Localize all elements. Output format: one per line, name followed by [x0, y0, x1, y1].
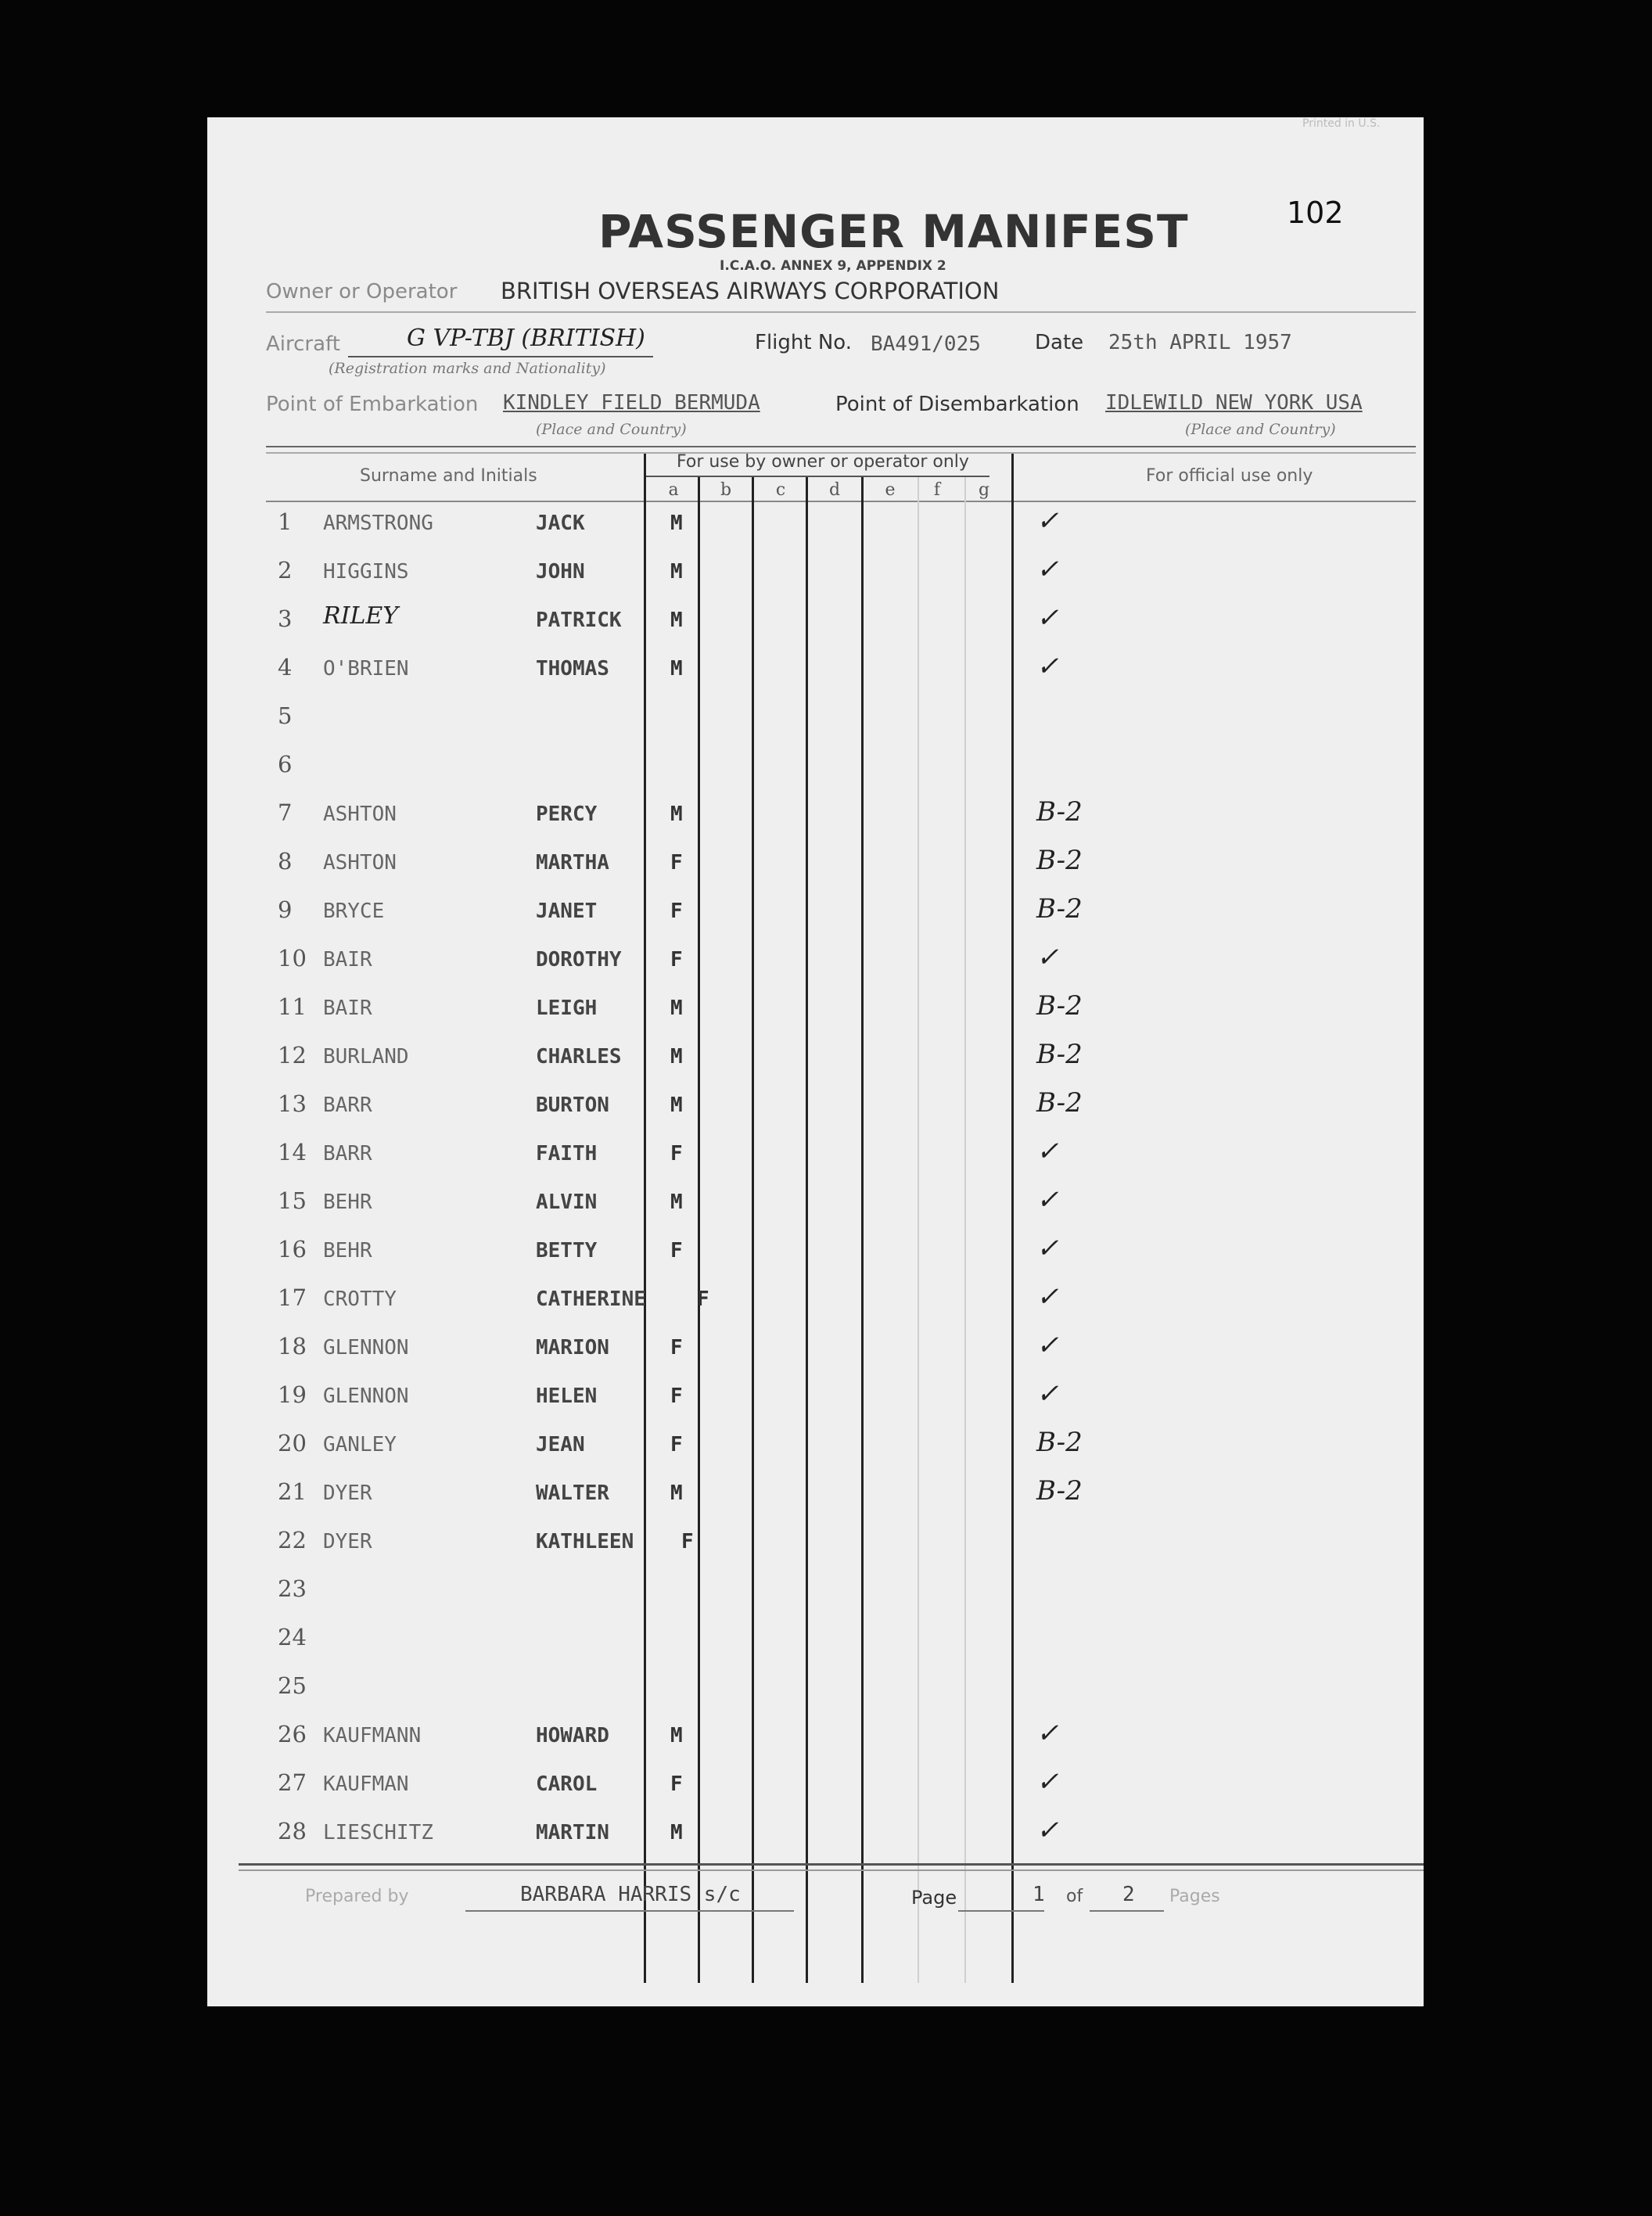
table-row — [207, 1136, 1424, 1187]
table-row — [207, 796, 1424, 848]
page-title: PASSENGER MANIFEST — [598, 205, 1189, 258]
row-number: 2 — [278, 557, 293, 584]
of-label: of — [1066, 1887, 1083, 1906]
row-number: 23 — [278, 1575, 307, 1602]
given-name: HOWARD — [536, 1724, 609, 1747]
pages-label: Pages — [1169, 1887, 1220, 1906]
embark-label: Point of Embarkation — [266, 393, 479, 416]
table-top-rule — [266, 446, 1416, 447]
row-number: 15 — [278, 1187, 307, 1214]
table-row — [207, 602, 1424, 654]
given-name: THOMAS — [536, 657, 609, 681]
table-row — [207, 1766, 1424, 1818]
surname: DYER — [323, 1530, 372, 1553]
official-mark: B-2 — [1036, 1039, 1083, 1070]
official-mark: ✓ — [1036, 942, 1059, 973]
sex-code: M — [670, 609, 683, 632]
row-number: 21 — [278, 1478, 307, 1505]
sex-code: F — [670, 851, 683, 875]
sex-code: M — [670, 1724, 683, 1747]
surname: LIESCHITZ — [323, 1821, 433, 1844]
table-bottom-rule-2 — [239, 1869, 1424, 1871]
sex-code: F — [670, 1433, 683, 1456]
table-row — [207, 1378, 1424, 1430]
sex-code: F — [670, 948, 683, 972]
row-number: 11 — [278, 993, 307, 1020]
table-row — [207, 1233, 1424, 1284]
surname: GANLEY — [323, 1433, 397, 1456]
official-mark: ✓ — [1036, 602, 1059, 634]
table-row — [207, 751, 1424, 799]
given-name: MARION — [536, 1336, 609, 1359]
col-head-official: For official use only — [1146, 466, 1313, 486]
row-number: 25 — [278, 1672, 307, 1699]
divider — [266, 311, 1416, 313]
given-name: KATHLEEN — [536, 1530, 634, 1553]
row-number: 22 — [278, 1527, 307, 1553]
table-row — [207, 893, 1424, 945]
owner-label: Owner or Operator — [266, 280, 458, 303]
given-name: DOROTHY — [536, 948, 622, 972]
sex-code: M — [670, 560, 683, 584]
surname: ARMSTRONG — [323, 512, 433, 535]
table-bottom-rule — [239, 1863, 1424, 1866]
surname: BARR — [323, 1142, 372, 1165]
total-underline — [1090, 1910, 1164, 1912]
row-number: 4 — [278, 654, 293, 681]
given-name: JOHN — [536, 560, 585, 584]
row-number: 26 — [278, 1721, 307, 1747]
official-mark: B-2 — [1036, 1427, 1083, 1458]
disembark-caption: (Place and Country) — [1185, 421, 1336, 438]
table-row — [207, 845, 1424, 896]
surname: BURLAND — [323, 1045, 409, 1068]
row-number: 3 — [278, 605, 293, 632]
embark-caption: (Place and Country) — [536, 421, 687, 438]
table-row — [207, 942, 1424, 993]
given-name: CATHERINE — [536, 1288, 646, 1311]
surname: BAIR — [323, 948, 372, 972]
surname: ASHTON — [323, 851, 397, 875]
official-mark: ✓ — [1036, 651, 1059, 682]
table-row — [207, 990, 1424, 1042]
given-name: CAROL — [536, 1772, 598, 1796]
official-mark: B-2 — [1036, 1087, 1083, 1119]
official-mark: ✓ — [1036, 505, 1059, 537]
sex-code: F — [670, 1385, 683, 1408]
row-number: 13 — [278, 1090, 307, 1117]
table-row — [207, 702, 1424, 751]
sex-code: F — [670, 1772, 683, 1796]
sex-code: M — [670, 657, 683, 681]
col-letter-f: f — [933, 480, 941, 500]
sex-code: F — [670, 1142, 683, 1165]
col-head-owner: For use by owner or operator only — [677, 452, 969, 472]
sex-code: F — [670, 1336, 683, 1359]
official-mark: ✓ — [1036, 1233, 1059, 1264]
official-mark: B-2 — [1036, 990, 1083, 1022]
row-number: 17 — [278, 1284, 307, 1311]
table-row — [207, 1330, 1424, 1381]
surname: BARR — [323, 1094, 372, 1117]
page-underline — [958, 1910, 1044, 1912]
date-value: 25th APRIL 1957 — [1108, 331, 1292, 354]
table-row — [207, 651, 1424, 702]
given-name: FAITH — [536, 1142, 598, 1165]
row-number: 27 — [278, 1769, 307, 1796]
page-subtitle: I.C.A.O. ANNEX 9, APPENDIX 2 — [720, 258, 946, 274]
sex-code: M — [670, 1045, 683, 1068]
surname: CROTTY — [323, 1288, 397, 1311]
table-row — [207, 505, 1424, 557]
table-row — [207, 1281, 1424, 1333]
surname: GLENNON — [323, 1336, 409, 1359]
row-number: 19 — [278, 1381, 307, 1408]
aircraft-value: G VP-TBJ (BRITISH) — [407, 325, 645, 352]
row-number: 16 — [278, 1236, 307, 1262]
table-row — [207, 1815, 1424, 1866]
col-letter-e: e — [885, 480, 896, 500]
col-head-names: Surname and Initials — [360, 466, 537, 486]
surname: GLENNON — [323, 1385, 409, 1408]
page-label: Page — [911, 1887, 957, 1909]
surname: HIGGINS — [323, 560, 409, 584]
table-row — [207, 1718, 1424, 1769]
col-letter-d: d — [828, 480, 841, 500]
disembark-label: Point of Disembarkation — [835, 393, 1079, 416]
owner-subrule — [645, 476, 989, 477]
flight-value: BA491/025 — [871, 332, 981, 356]
sex-code: M — [670, 997, 683, 1020]
manifest-page — [207, 117, 1424, 2006]
col-letter-c: c — [775, 480, 786, 500]
surname: O'BRIEN — [323, 657, 409, 681]
surname: BRYCE — [323, 900, 385, 923]
official-mark: ✓ — [1036, 1815, 1059, 1846]
surname: KAUFMANN — [323, 1724, 422, 1747]
surname: DYER — [323, 1482, 372, 1505]
official-mark: B-2 — [1036, 796, 1083, 828]
official-mark: B-2 — [1036, 845, 1083, 876]
row-number: 9 — [278, 896, 293, 923]
given-name: LEIGH — [536, 997, 598, 1020]
row-number: 10 — [278, 945, 307, 972]
given-name: HELEN — [536, 1385, 598, 1408]
official-mark: B-2 — [1036, 893, 1083, 925]
prepared-label: Prepared by — [305, 1887, 409, 1906]
surname: KAUFMAN — [323, 1772, 409, 1796]
official-mark: ✓ — [1036, 554, 1059, 585]
given-name: JEAN — [536, 1433, 585, 1456]
official-mark: ✓ — [1036, 1718, 1059, 1749]
given-name: MARTIN — [536, 1821, 609, 1844]
official-mark: ✓ — [1036, 1136, 1059, 1167]
table-row — [207, 1624, 1424, 1672]
table-row — [207, 1087, 1424, 1139]
date-label: Date — [1035, 331, 1084, 354]
sex-code: F — [670, 1239, 683, 1262]
surname: RILEY — [323, 602, 399, 630]
row-number: 20 — [278, 1430, 307, 1456]
given-name: MARTHA — [536, 851, 609, 875]
row-number: 14 — [278, 1139, 307, 1165]
row-number: 12 — [278, 1042, 307, 1068]
row-number: 18 — [278, 1333, 307, 1359]
given-name: JACK — [536, 512, 585, 535]
table-row — [207, 1475, 1424, 1527]
official-mark: ✓ — [1036, 1184, 1059, 1216]
embark-value: KINDLEY FIELD BERMUDA — [503, 391, 760, 415]
sex-code: F — [670, 900, 683, 923]
row-number: 7 — [278, 799, 293, 826]
sex-code: F — [697, 1288, 709, 1311]
table-row — [207, 1527, 1424, 1575]
header-bottom-rule — [266, 501, 1416, 502]
table-row — [207, 1427, 1424, 1478]
row-number: 5 — [278, 702, 293, 729]
col-letter-g: g — [978, 480, 990, 500]
table-row — [207, 1039, 1424, 1090]
table-row — [207, 1672, 1424, 1721]
page-number: 102 — [1287, 196, 1344, 230]
sex-code: M — [670, 512, 683, 535]
row-number: 28 — [278, 1818, 307, 1844]
page-total: 2 — [1122, 1883, 1135, 1906]
given-name: BURTON — [536, 1094, 609, 1117]
official-mark: ✓ — [1036, 1330, 1059, 1361]
sex-code: M — [670, 1191, 683, 1214]
given-name: ALVIN — [536, 1191, 598, 1214]
aircraft-caption: (Registration marks and Nationality) — [329, 360, 606, 377]
given-name: CHARLES — [536, 1045, 622, 1068]
table-row — [207, 554, 1424, 605]
surname: ASHTON — [323, 803, 397, 826]
given-name: BETTY — [536, 1239, 598, 1262]
surname: BEHR — [323, 1239, 372, 1262]
table-row — [207, 1575, 1424, 1624]
prepared-value: BARBARA HARRIS s/c — [520, 1883, 741, 1906]
official-mark: B-2 — [1036, 1475, 1083, 1507]
row-number: 24 — [278, 1624, 307, 1650]
sex-code: M — [670, 803, 683, 826]
disembark-value: IDLEWILD NEW YORK USA — [1105, 391, 1363, 415]
col-letter-a: a — [668, 480, 679, 500]
row-number: 6 — [278, 751, 293, 778]
official-mark: ✓ — [1036, 1766, 1059, 1798]
owner-value: BRITISH OVERSEAS AIRWAYS CORPORATION — [501, 278, 1000, 304]
sex-code: M — [670, 1821, 683, 1844]
surname: BAIR — [323, 997, 372, 1020]
given-name: PATRICK — [536, 609, 622, 632]
page-current: 1 — [1032, 1883, 1045, 1906]
given-name: PERCY — [536, 803, 598, 826]
row-number: 8 — [278, 848, 293, 875]
printed-note: Printed in U.S. — [1302, 117, 1381, 130]
sex-code: M — [670, 1482, 683, 1505]
official-mark: ✓ — [1036, 1281, 1059, 1313]
row-number: 1 — [278, 508, 293, 535]
aircraft-underline — [348, 356, 653, 357]
flight-label: Flight No. — [755, 331, 853, 354]
prepared-underline — [465, 1910, 794, 1912]
official-mark: ✓ — [1036, 1378, 1059, 1410]
sex-code: F — [681, 1530, 694, 1553]
sex-code: M — [670, 1094, 683, 1117]
given-name: WALTER — [536, 1482, 609, 1505]
given-name: JANET — [536, 900, 598, 923]
col-letter-b: b — [720, 480, 732, 500]
aircraft-label: Aircraft — [266, 332, 340, 356]
table-row — [207, 1184, 1424, 1236]
surname: BEHR — [323, 1191, 372, 1214]
